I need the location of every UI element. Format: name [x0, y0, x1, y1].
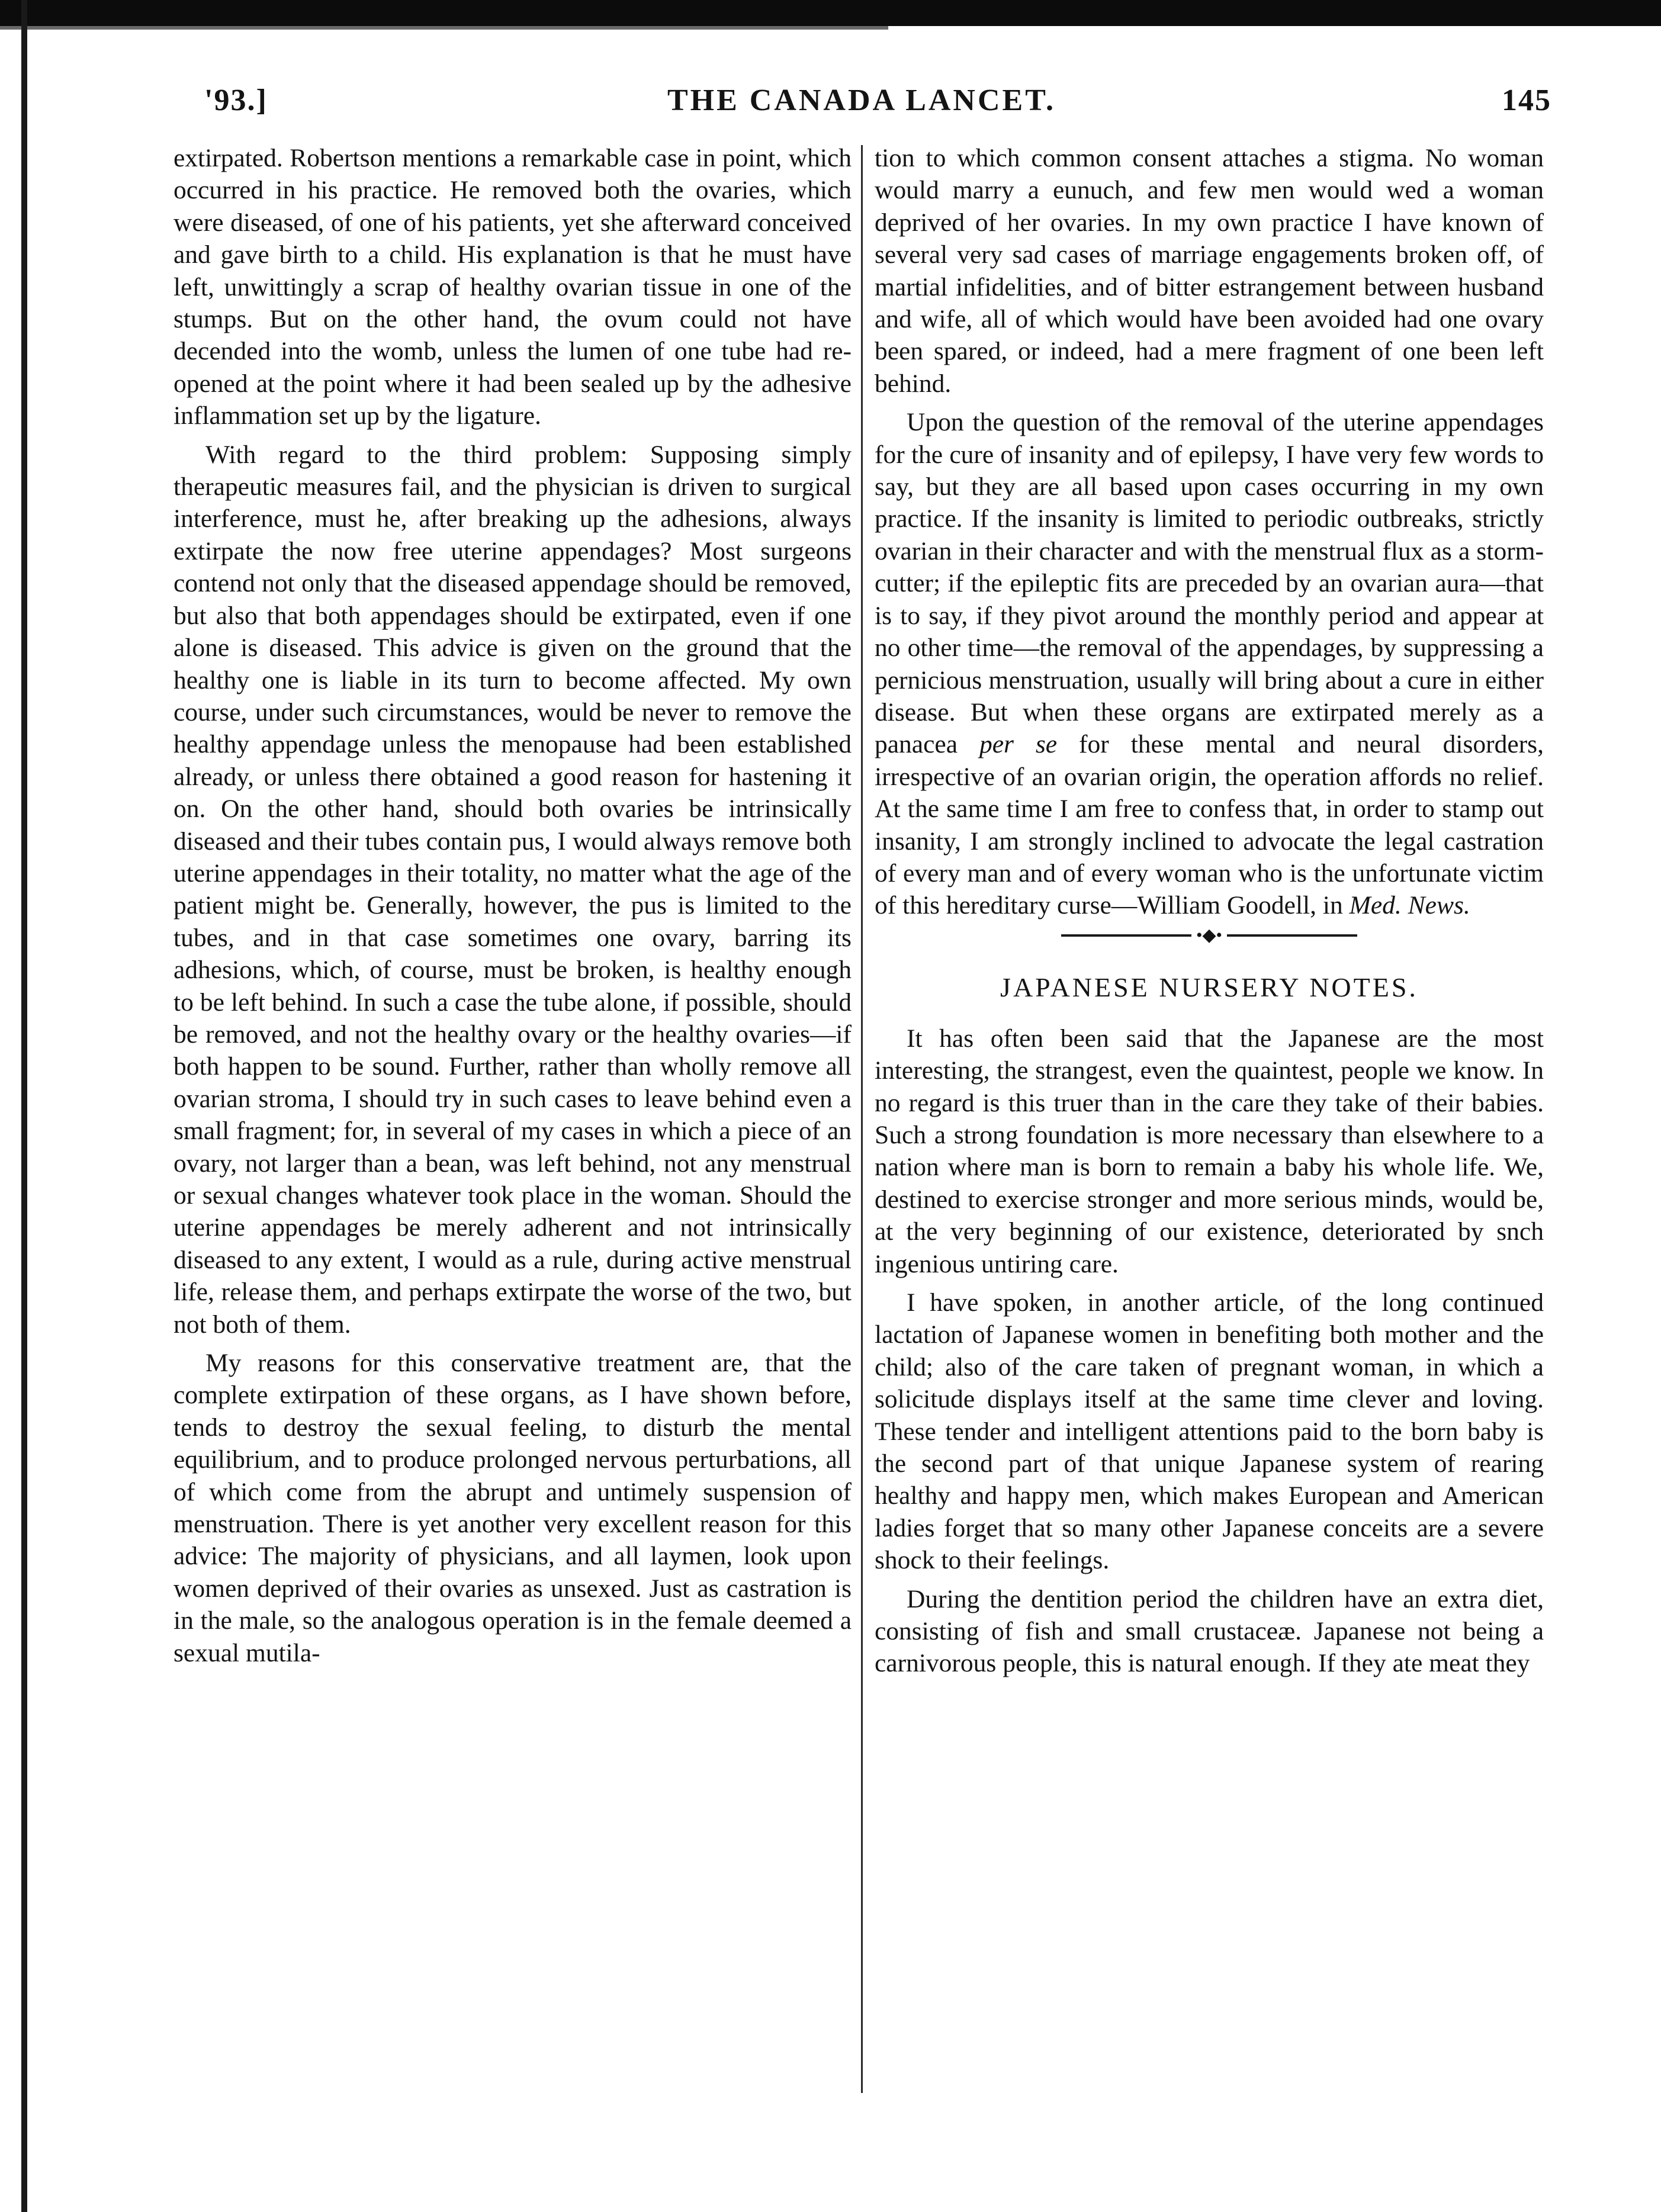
left-column: [174, 142, 852, 2096]
paragraph: During the dentition period the children have an extra diet, consisting of fish and small crustaceæ. Japanese not being a carnivorous people, this is natural enough. If they ate meat they: [875, 1584, 1544, 1678]
paragraph-text: Upon the question of the removal of the uterine appendages for the cure of insanity and of epilepsy, I have very few words to say, but they are all based upon cases occurring in my own practice. If the insanity is limited to periodic outbreaks, strictly ovarian in their character and with the menstrual flux as a storm-cutter; if the epileptic fits are preceded by an ovarian aura—that is to say, if they pivot around the monthly period and appear at no other time—the removal of the appendages, by suppressing a pernicious menstruation, usually will bring about a cure in either disease. But when these organs are extirpated merely as a panacea: [875, 408, 1544, 759]
header-year: '93.]: [204, 83, 268, 117]
paragraph: It has often been said that the Japanese are the most interesting, the strangest, even the quaintest, people we know. In no regard is this truer than in the care they take of their babies. Such a strong foundation is more necessary than elsewhere to a nation where man is born to remain a baby his whole life. We, destined to exercise stronger and more serious minds, would be, at the very beginning of our existence, deteriorated by snch ingenious untiring care.: [875, 1024, 1544, 1278]
paragraph-text: for these mental and neural disorders, irrespective of an ovarian origin, the operation affords no relief. At the same time I am free to confess that, in order to stamp out insanity, I am strongly inclined to advocate the legal castration of every man and of every woman who is the unfortunate victim of this hereditary curse—William Goodell, in: [875, 730, 1544, 920]
epilepsy-paragraph: [875, 406, 1544, 922]
section-separator: [1061, 924, 1357, 948]
paragraph: With regard to the third problem: Supposing simply therapeutic measures fail, and the physician is driven to surgical interference, must he, after breaking up the adhesions, always extirpate the now free uterine appendages? Most surgeons contend not only that the diseased appendage should be removed, but also that both appendages should be extirpated, even if one alone is diseased. This advice is given on the ground that the healthy one is liable in its turn to become affected. My own course, under such circumstances, would be never to remove the healthy appendage unless the menopause had been established already, or unless there obtained a good reason for hastening it on. On the other hand, should both ovaries be intrinsically diseased and their tubes contain pus, I would always remove both uterine appendages in their totality, no matter what the age of the patient might be. Generally, however, the pus is limited to the tubes, and in that case sometimes one ovary, barring its adhesions, which, of course, must be broken, is healthy enough to be left behind. In such a case the tube alone, if possible, should be removed, and not the healthy ovary or the healthy ovaries—if both happen to be sound. Further, rather than wholly remove all ovarian stroma, I should try in such cases to leave behind even a small fragment; for, in several of my cases in which a piece of an ovary, not larger than a bean, was left behind, not any menstrual or sexual changes whatever took place in the woman. Should the uterine appendages be merely adherent and not intrinsically diseased to any extent, I would as a rule, during active menstrual life, release them, and perhaps extirpate the worse of the two, but not both of them.: [174, 440, 852, 1339]
italic-phrase: per se: [979, 730, 1058, 759]
section-heading: JAPANESE NURSERY NOTES.: [1000, 972, 1418, 1002]
column-divider: [861, 145, 863, 2093]
paragraph: extirpated. Robertson mentions a remarkable case in point, which occurred in his practice. He removed both the ovaries, which were diseased, of one of his patients, yet she afterward conceived and gave birth to a child. His explanation is that he must have left, unwittingly a scrap of healthy ovarian tissue in one of the stumps. But on the other hand, the ovum could not have decended into the womb, unless the lumen of one tube had re-opened at the point where it had been sealed up by the adhesive inflammation set up by the ligature.: [174, 144, 852, 430]
separator-ornament: •◆•: [1191, 927, 1227, 944]
binding-edge: [21, 0, 27, 2212]
running-header: [172, 83, 1551, 124]
paragraph: tion to which common consent attaches a stigma. No woman would marry a eunuch, and few men would wed a woman deprived of her ovaries. In my own practice I have known of several very sad cases of marriage engagements broken off, of martial infidelities, and of bitter estrangement between husband and wife, all of which would have been avoided had one ovary been spared, or indeed, had a mere fragment of one been left behind.: [875, 144, 1544, 398]
right-column: [875, 142, 1544, 2096]
page-number: 145: [1502, 83, 1551, 117]
page-top-border-shadow: [0, 26, 888, 30]
journal-title: THE CANADA LANCET.: [667, 83, 1056, 117]
paragraph: I have spoken, in another article, of the long continued lactation of Japanese women in benefiting both mother and the child; also of the care taken of pregnant woman, in which a solicitude displays itself at the same time clever and loving. These tender and intelligent attentions paid to the born baby is the second part of that unique Japanese system of rearing healthy and happy men, which makes European and American ladies forget that so many other Japanese conceits are a severe shock to their feelings.: [875, 1288, 1544, 1575]
page-top-border: [0, 0, 1661, 26]
source-citation: Med. News.: [1349, 891, 1470, 920]
paragraph: My reasons for this conservative treatment are, that the complete extirpation of these organs, as I have shown before, tends to destroy the sexual feeling, to disturb the mental equilibrium, and to produce prolonged nervous perturbations, all of which come from the abrupt and untimely suspension of menstruation. There is yet another very excellent reason for this advice: The majority of physicians, and all laymen, look upon women deprived of their ovaries as unsexed. Just as castration is in the male, so the analogous operation is in the female deemed a sexual mutila-: [174, 1349, 852, 1667]
